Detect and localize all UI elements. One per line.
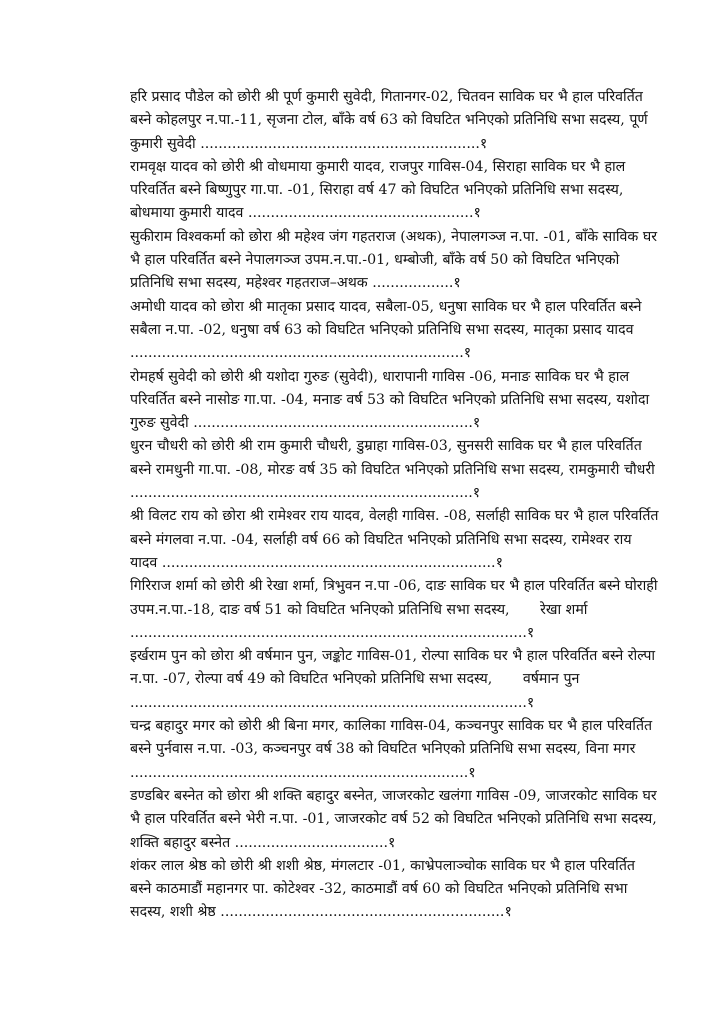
entry-count: १: [504, 904, 512, 921]
entry-count: १: [479, 135, 488, 152]
entry-text: श्री विलट राय को छोरा श्री रामेश्वर राय यादव, वेलही गाविस. -08, सर्लाही साविक घर भै हाल परिवर्तित बस्ने मंगलवा न.पा. -04, सर्लाही वर्ष 66 को विघटित भनिएको प्रतिनिधि सभा सदस्य,: [130, 508, 659, 548]
entry-count: १: [473, 205, 481, 222]
entry-name: महेश्वर गहतराज–अथक: [245, 275, 368, 292]
entry-7: [130, 505, 660, 575]
entry-1: [130, 86, 660, 156]
leader-dots: ..................: [367, 275, 454, 292]
entry-name: रामकुमारी चौधरी: [568, 461, 655, 478]
document-body: [130, 86, 660, 925]
leader-dots: ............................................................................: [130, 485, 473, 502]
entry-name: शशी श्रेष्ठ: [169, 904, 216, 921]
entry-name: यशोदा गुरुङ सुवेदी: [130, 391, 650, 432]
entry-text: अमोधी यादव को छोरा श्री मातृका प्रसाद यादव, सबैला-05, धनुषा साविक घर भै हाल परिवर्तित बस्ने सबैला न.पा. -02, धनुषा वर्ष 63 को विघटित भनिएको प्रतिनिधि सभा सदस्य,: [130, 298, 642, 338]
entry-text: इर्खराम पुन को छोरा श्री वर्षमान पुन, जङ्कोट गाविस-01, रोल्पा साविक घर भै हाल परिवर्तित बस्ने रोल्पा न.पा. -07, रोल्पा वर्ष 49 को विघटित भनिएको प्रतिनिधि सभा सदस्य,: [130, 648, 656, 688]
entry-text: रोमहर्ष सुवेदी को छोरी श्री यशोदा गुरुङ (सुवेदी), धारापानी गाविस -06, मनाङ साविक घर भै हाल परिवर्तित बस्ने नासोङ गा.पा. -04, मनाङ वर्ष 53 को विघटित भनिएको प्रतिनिधि सभा सदस्य,: [130, 368, 630, 408]
entry-5: [130, 366, 660, 436]
entry-text: चन्द्र बहादुर मगर को छोरी श्री बिना मगर, कालिका गाविस-04, कञ्चनपुर साविक घर भै हाल परिवर्तित बस्ने पुर्नवास न.पा. -03, कञ्चनपुर वर्ष 38 को विघटित भनिएको प्रतिनिधि सभा सदस्य,: [130, 718, 653, 758]
leader-dots: ...........................................................................: [130, 764, 469, 781]
leader-dots: ...............................................................: [215, 904, 505, 921]
entry-name: शक्ति बहादुर बस्नेत: [130, 834, 231, 851]
entry-count: १: [526, 694, 535, 711]
entry-text: धुरन चौधरी को छोरी श्री राम कुमारी चौधरी, डुम्राहा गाविस-03, सुनसरी साविक घर भै हाल परिवर्तित बस्ने रामधुनी गा.पा. -08, मोरङ वर्ष 35 को विघटित भनिएको प्रतिनिधि सभा सदस्य,: [130, 438, 642, 478]
entry-count: १: [495, 554, 503, 571]
entry-count: १: [453, 275, 461, 292]
leader-dots: ..............................................................: [195, 135, 480, 152]
entry-count: १: [526, 624, 535, 641]
entry-name: मातृका प्रसाद यादव: [533, 321, 634, 338]
entry-text: रामवृक्ष यादव को छोरी श्री वोधमाया कुमारी यादव, राजपुर गाविस-04, सिराहा साविक घर भै हाल परिवर्तित बस्ने बिष्णुपुर गा.पा. -01, सिराहा वर्ष 47 को विघटित भनिएको प्रतिनिधि सभा सदस्य,: [130, 158, 626, 199]
entry-10: [130, 715, 660, 785]
leader-dots: ..........................................................................: [157, 554, 496, 571]
entry-text: शंकर लाल श्रेष्ठ को छोरी श्री शशी श्रेष्ठ, मंगलटार -01, काभ्रेपलाञ्चोक साविक घर भै हाल परिवर्तित बस्ने काठमाडौं महानगर पा. कोटेश्वर -32, काठमाडौं वर्ष 60 को विघटित भनिएको प्रतिनिधि सभा सदस्य,: [130, 857, 636, 921]
leader-dots: ..................................: [230, 834, 389, 851]
entry-name: बोधमाया कुमारी यादव: [130, 205, 244, 222]
leader-dots: ..........................................................................: [130, 345, 464, 362]
entry-name: वर्षमान पुन: [522, 671, 580, 688]
entry-3: [130, 226, 660, 296]
leader-dots: ..............................................................: [188, 415, 473, 432]
entry-count: १: [468, 764, 476, 781]
entry-8: [130, 575, 660, 645]
entry-name: विना मगर: [585, 741, 636, 758]
entry-text: गिरिराज शर्मा को छोरी श्री रेखा शर्मा, त्रिभुवन न.पा -06, दाङ साविक घर भै हाल परिवर्तित बस्ने घोराही उपम.न.पा.-18, दाङ वर्ष 51 को विघटित भनिएको प्रतिनिधि सभा सदस्य,: [130, 578, 658, 618]
entry-count: १: [463, 345, 472, 362]
leader-dots: ..................................................: [243, 205, 474, 222]
entry-2: [130, 156, 660, 226]
entry-4: [130, 296, 660, 366]
entry-12: [130, 855, 660, 925]
entry-11: [130, 785, 660, 855]
entry-count: १: [472, 415, 481, 432]
leader-dots: ........................................................................................: [130, 694, 527, 711]
entry-9: [130, 645, 660, 715]
entry-count: १: [472, 485, 481, 502]
leader-dots: ........................................................................................: [130, 624, 527, 641]
entry-count: १: [388, 834, 396, 851]
entry-text: हरि प्रसाद पौडेल को छोरी श्री पूर्ण कुमारी सुवेदी, गितानगर-02, चितवन साविक घर भै हाल परिवर्तित बस्ने कोहलपुर न.पा.-11, सृजना टोल, बाँके वर्ष 63 को विघटित भनिएको प्रतिनिधि सभा सदस्य,: [130, 89, 643, 129]
entry-name: रेखा शर्मा: [540, 601, 588, 618]
entry-6: [130, 435, 660, 505]
entry-text: डण्डबिर बस्नेत को छोरा श्री शक्ति बहादुर बस्नेत, जाजरकोट खलंगा गाविस -09, जाजरकोट साविक घर भै हाल परिवर्तित बस्ने भेरी न.पा. -01, जाजरकोट वर्ष 52 को विघटित भनिएको प्रतिनिधि सभा सदस्य,: [130, 787, 657, 828]
entry-name: रामेश्वर राय यादव: [130, 531, 632, 571]
entry-name: पूर्ण कुमारी सुवेदी: [130, 112, 648, 152]
entry-text: सुकीराम विश्वकर्मा को छोरा श्री महेश्व जंग गहतराज (अथक), नेपालगञ्ज न.पा. -01, बाँके साविक घर भै हाल परिवर्तित बस्ने नेपालगञ्ज उपम.न.पा.-01, धम्बोजी, बाँके वर्ष 50 को विघटित भनिएको प्रतिनिधि सभा सदस्य,: [130, 228, 658, 292]
